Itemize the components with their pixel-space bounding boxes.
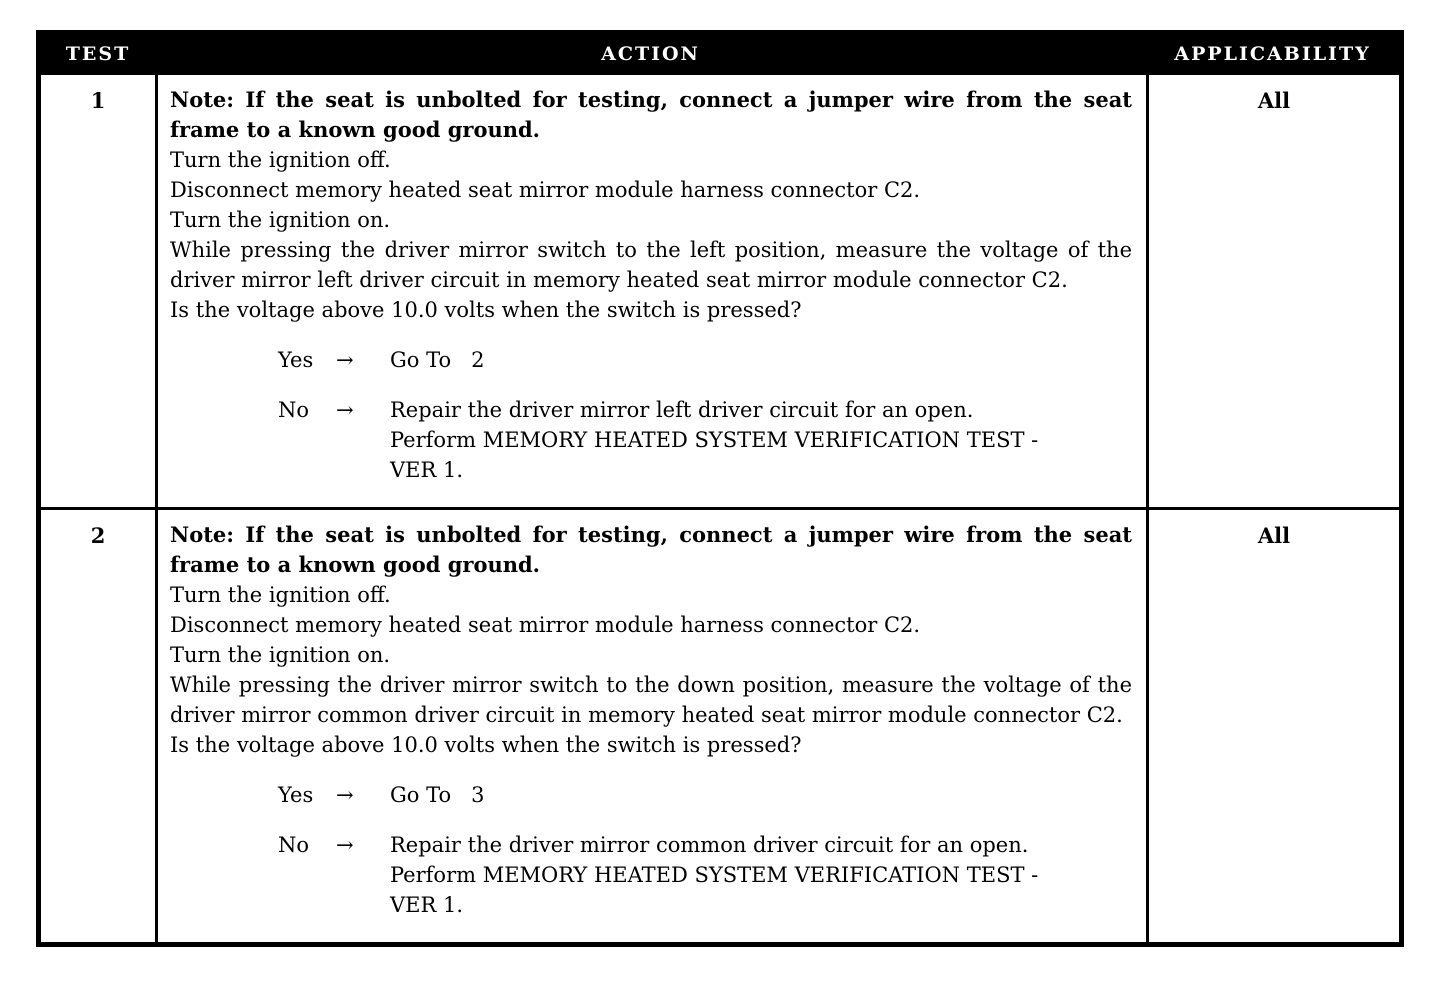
branch-no xyxy=(278,395,1132,485)
table-row xyxy=(41,507,1399,942)
branch-line: Repair the driver mirror common driver circuit for an open. xyxy=(390,833,1029,858)
right-arrow-icon: → xyxy=(336,783,354,808)
branch-line: Perform MEMORY HEATED SYSTEM VERIFICATION TEST - xyxy=(390,428,1039,453)
test-number: 2 xyxy=(90,523,106,549)
branch-line: Repair the driver mirror left driver circuit for an open. xyxy=(390,398,974,423)
right-arrow-icon: → xyxy=(336,398,354,423)
branch-line: VER 1. xyxy=(390,893,464,918)
action-note: Note: If the seat is unbolted for testing, connect a jumper wire from the seat frame to a known good ground. xyxy=(170,522,1132,578)
diagnostic-test-table xyxy=(36,30,1404,947)
action-step: Turn the ignition off. xyxy=(170,583,391,608)
branch-line: Go To 3 xyxy=(390,783,485,808)
test-number: 1 xyxy=(90,88,106,113)
branch-label: Yes xyxy=(278,348,314,373)
branch-line: VER 1. xyxy=(390,458,464,483)
branch-line: Go To 2 xyxy=(390,348,485,373)
branch-result xyxy=(390,780,1132,810)
branch-label: Yes xyxy=(278,783,314,808)
action-step: Disconnect memory heated seat mirror module harness connector C2. xyxy=(170,613,921,638)
branch-result xyxy=(390,395,1132,485)
table-row xyxy=(41,72,1399,507)
action-question: Is the voltage above 10.0 volts when the switch is pressed? xyxy=(170,298,802,323)
applicability-value: All xyxy=(1146,75,1399,507)
header-cell-action: ACTION xyxy=(601,43,700,65)
header-cell-test: TEST xyxy=(65,43,131,65)
branch-result xyxy=(390,345,1132,375)
action-step: Turn the ignition on. xyxy=(170,208,391,233)
action-step: Turn the ignition on. xyxy=(170,643,391,668)
action-step: While pressing the driver mirror switch to the down position, measure the voltage of the driver mirror common driver circuit in memory heated seat mirror module connector C2. xyxy=(170,673,1132,728)
applicability-value: All xyxy=(1146,510,1399,942)
right-arrow-icon: → xyxy=(336,833,354,858)
action-cell xyxy=(155,75,1146,507)
header-cell-applicability: APPLICABILITY xyxy=(1174,43,1371,65)
action-step: While pressing the driver mirror switch to the left position, measure the voltage of the driver mirror left driver circuit in memory heated seat mirror module connector C2. xyxy=(170,238,1132,293)
branch-label: No xyxy=(278,398,310,423)
action-cell xyxy=(155,510,1146,942)
branch-no xyxy=(278,830,1132,920)
table-header-row xyxy=(41,35,1399,72)
right-arrow-icon: → xyxy=(336,348,354,373)
action-note: Note: If the seat is unbolted for testing, connect a jumper wire from the seat frame to a known good ground. xyxy=(170,87,1132,143)
branch-yes xyxy=(278,345,1132,375)
branch-line: Perform MEMORY HEATED SYSTEM VERIFICATION TEST - xyxy=(390,863,1039,888)
branch-result xyxy=(390,830,1132,920)
branch-label: No xyxy=(278,833,310,858)
action-step: Turn the ignition off. xyxy=(170,148,391,173)
action-question: Is the voltage above 10.0 volts when the switch is pressed? xyxy=(170,733,802,758)
action-step: Disconnect memory heated seat mirror module harness connector C2. xyxy=(170,178,921,203)
branch-yes xyxy=(278,780,1132,810)
